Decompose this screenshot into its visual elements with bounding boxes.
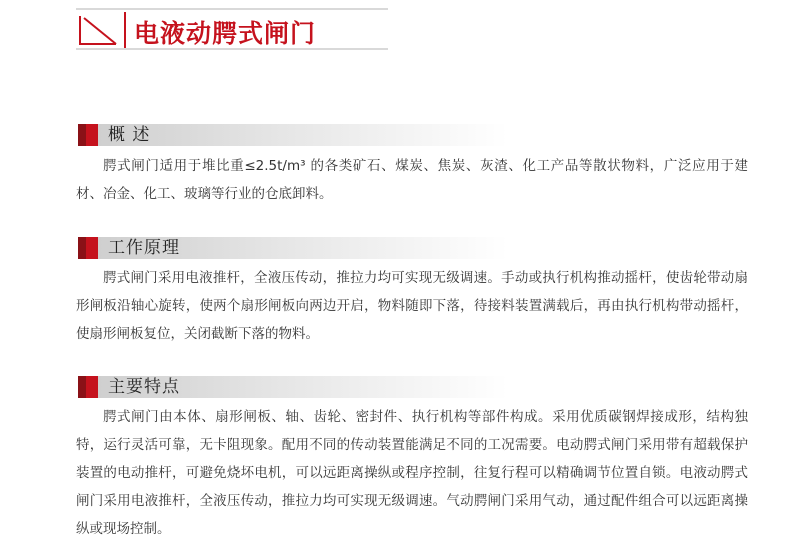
section-marker-icon — [78, 376, 98, 398]
section-title: 工作原理 — [108, 238, 180, 258]
title-divider — [124, 12, 126, 48]
section-marker-icon — [78, 237, 98, 259]
section-body-overview: 腭式闸门适用于堆比重≤2.5t/m³ 的各类矿石、煤炭、焦炭、灰渣、化工产品等散状物料，广泛应用于建材、冶金、化工、玻璃等行业的仓底卸料。 — [76, 158, 748, 202]
section-body-features: 腭式闸门由本体、扇形闸板、轴、齿轮、密封件、执行机构等部件构成。采用优质碳钢焊接成形，结构独特，运行灵活可靠，无卡阻现象。配用不同的传动装置能满足不同的工况需要。电动腭式闸门采用带有超载保护装置的电动推杆，可避免烧坏电机，可以远距离操纵或程序控制，往复行程可以精确调节位置自锁。电液动腭式闸门采用电液推杆，全液压传动，推拉力均可实现无级调速。气动腭闸门采用气动，通过配件组合可以远距离操纵或现场控制。 — [76, 409, 748, 537]
section-header-bar — [98, 124, 508, 146]
title-bottom-rule — [76, 48, 388, 50]
section-marker-icon — [78, 124, 98, 146]
page-title: 电液动腭式闸门 — [134, 19, 317, 48]
section-title: 概 述 — [108, 125, 151, 145]
section-body-principle: 腭式闸门采用电液推杆，全液压传动，推拉力均可实现无级调速。手动或执行机构推动摇杆，使齿轮带动扇形闸板沿轴心旋转，使两个扇形闸板向两边开启，物料随即下落，待接料装置满载后，再由执行机构带动摇杆，使扇形闸板复位，关闭截断下落的物料。 — [76, 270, 748, 342]
section-header-principle — [78, 237, 508, 259]
section-title: 主要特点 — [108, 377, 180, 397]
page-title-block — [76, 8, 388, 52]
title-top-rule — [76, 8, 388, 10]
diagonal-slash-icon — [76, 12, 120, 48]
section-header-overview — [78, 124, 508, 146]
section-header-features — [78, 376, 508, 398]
